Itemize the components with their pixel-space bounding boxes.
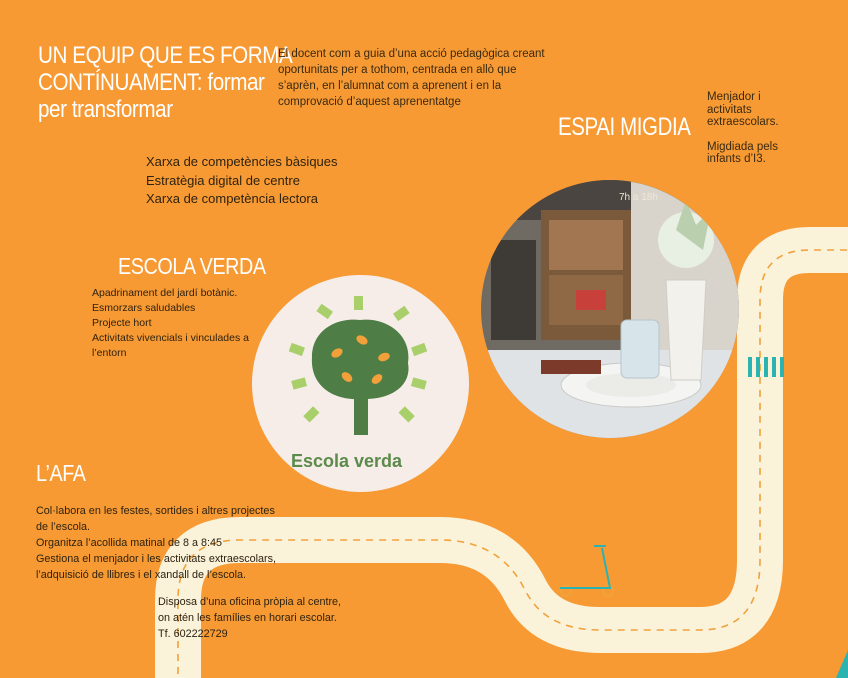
list-item: Estratègia digital de centre <box>146 172 300 188</box>
escola-verda-logo-text: Escola verda <box>291 451 403 471</box>
afa-text: Col·labora en les festes, sortides i altres projectes de l’escola. Organitza l’acollida matinal de 8 a 8:45 Gestiona el menjador i les activitats extraescolars, l’adquisició de llibres i el xandall de l’escola. <box>36 505 277 581</box>
list-item: Apadrinament del jardí botànic. <box>92 287 238 299</box>
list-item: Xarxa de competències bàsiques <box>146 154 338 169</box>
dining-room-photo <box>481 180 739 438</box>
scooter-icon <box>560 546 613 596</box>
photo-caption: 7h a 18h <box>619 192 658 203</box>
migdia-text: Menjador i activitats extraescolars. Migdiada pels infants d’I3. <box>707 91 779 165</box>
list-item: Esmorzars saludables <box>92 302 196 314</box>
migdia-heading: ESPAI MIGDIA <box>558 113 691 141</box>
list-item: Xarxa de competència lectora <box>146 191 318 206</box>
list-item: Activitats vivencials i vinculades a <box>92 332 249 344</box>
main-title: UN EQUIP QUE ES FORMA CONTÍNUAMENT: formar per transformar <box>38 42 293 123</box>
escola-verda-heading: ESCOLA VERDA <box>118 253 266 279</box>
afa-office-text: Disposa d’una oficina pròpia al centre, on atén les famílies en horari escolar. Tf. 602222729 <box>158 596 342 640</box>
intro-paragraph: El docent com a guia d’una acció pedagògica creant oportunitats per a tothom, centrada en allò que s’aprèn, en l’alumnat com a aprenent i en la comprovació d’aquest aprenentatge <box>278 48 545 108</box>
escola-verda-list <box>92 286 249 361</box>
list-item: Projecte hort <box>92 317 152 329</box>
afa-heading: L’AFA <box>36 460 86 486</box>
networks-list <box>146 153 338 209</box>
list-item: l’entorn <box>92 347 127 359</box>
